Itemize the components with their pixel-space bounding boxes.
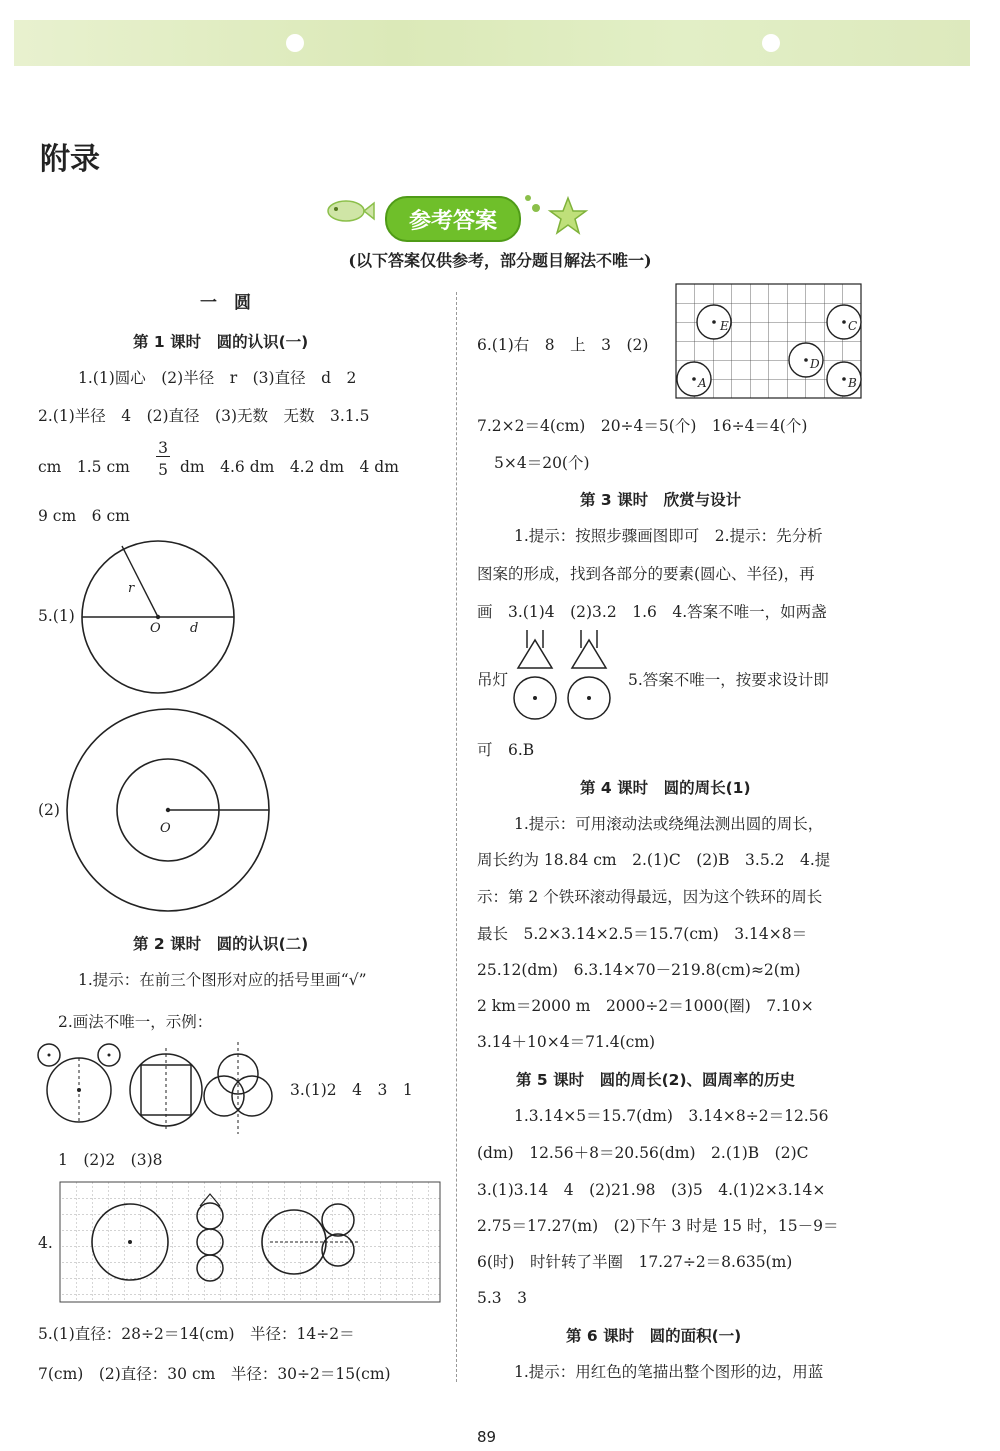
answer-line: 图案的形成，找到各部分的要素(圆心、半径)，再 [477, 565, 815, 583]
answer-line: 3.(1)3.14 4 (2)21.98 (3)5 4.(1)2×3.14× [477, 1181, 826, 1199]
question-label: (2) [38, 801, 60, 819]
answer-line: 5.答案不唯一，按要求设计即 [628, 671, 829, 689]
answer-line: 2 km＝2000 m 2000÷2＝1000(圈) 7.10× [477, 997, 814, 1015]
answer-line: 2.画法不唯一，示例： [58, 1013, 213, 1031]
answer-line: 2.(1)半径 4 (2)直径 (3)无数 无数 3.1.5 [38, 407, 370, 425]
answer-line: cm 1.5 cm [38, 458, 130, 476]
label-o: O [160, 821, 171, 836]
point-label: A [698, 376, 707, 390]
answer-line: 示：第 2 个铁环滚动得最远，因为这个铁环的周长 [477, 888, 823, 906]
grid-circle-figure [60, 1182, 442, 1304]
answer-line: 6(时) 时针转了半圈 17.27÷2＝8.635(m) [477, 1253, 793, 1271]
banner-dot [762, 34, 780, 52]
lesson-title: 第 1 课时 圆的认识(一) [133, 333, 309, 351]
answer-line: 7(cm) (2)直径：30 cm 半径：30÷2＝15(cm) [38, 1365, 391, 1383]
appendix-title: 附录 [40, 142, 100, 177]
answer-line: 吊灯 [477, 671, 509, 689]
answer-line: 1 (2)2 (3)8 [58, 1151, 163, 1169]
answer-line: 周长约为 18.84 cm 2.(1)C (2)B 3.5.2 4.提 [477, 851, 831, 869]
grid-points-figure [676, 284, 862, 400]
fraction-denominator: 5 [158, 461, 168, 479]
answer-line: 6.(1)右 8 上 3 (2) [477, 336, 649, 354]
answer-line: dm 4.6 dm 4.2 dm 4 dm [180, 458, 399, 476]
concentric-circles-figure [66, 708, 272, 914]
answer-line: 3.14＋10×4＝71.4(cm) [477, 1033, 656, 1051]
question-label: 4. [38, 1234, 53, 1252]
answer-line: 1.3.14×5＝15.7(dm) 3.14×8÷2＝12.56 [514, 1107, 829, 1125]
point-label: E [720, 319, 729, 333]
answer-line: 3.(1)2 4 3 1 [290, 1081, 413, 1099]
banner-dot [286, 34, 304, 52]
answer-line: 1.(1)圆心 (2)半径 r (3)直径 d 2 [78, 369, 357, 387]
pendant-lamps-figure [510, 628, 614, 722]
answers-badge: 参考答案 [385, 196, 521, 242]
answer-line: 1.提示：按照步骤画图即可 2.提示：先分析 [514, 527, 823, 545]
lesson-title: 第 6 课时 圆的面积(一) [566, 1327, 742, 1345]
answer-line: 25.12(dm) 6.3.14×70－219.8(cm)≈2(m) [477, 961, 801, 979]
answer-line: 5.3 3 [477, 1289, 528, 1307]
answer-line: 可 6.B [477, 741, 535, 759]
point-label: D [810, 357, 820, 371]
answer-line: 1.提示：可用滚动法或绕绳法测出圆的周长， [514, 815, 824, 833]
lesson-title: 第 2 课时 圆的认识(二) [133, 935, 309, 953]
answer-note: (以下答案仅供参考，部分题目解法不唯一) [348, 251, 652, 270]
lesson-title: 第 5 课时 圆的周长(2)、圆周率的历史 [516, 1071, 796, 1089]
answer-line: 最长 5.2×3.14×2.5＝15.7(cm) 3.14×8＝ [477, 925, 808, 943]
answer-line: 9 cm 6 cm [38, 507, 130, 525]
answer-line: 5.(1)直径：28÷2＝14(cm) 半径：14÷2＝ [38, 1325, 355, 1343]
star-icon [548, 196, 588, 236]
answer-line: 7.2×2＝4(cm) 20÷4＝5(个) 16÷4＝4(个) [477, 417, 808, 435]
top-banner [14, 20, 970, 66]
label-o: O [150, 621, 161, 636]
circle-radius-diameter-figure [80, 540, 240, 700]
lesson-title: 第 4 课时 圆的周长(1) [580, 779, 751, 797]
answer-line: 2.75＝17.27(m) (2)下午 3 时是 15 时，15－9＝ [477, 1217, 839, 1235]
fraction-numerator: 3 [156, 440, 170, 457]
point-label: B [848, 376, 857, 390]
question-label: 5.(1) [38, 607, 75, 625]
section-title: 一 圆 [200, 293, 251, 313]
column-divider [456, 292, 457, 1382]
answer-line: (dm) 12.56＋8＝20.56(dm) 2.(1)B (2)C [477, 1144, 809, 1162]
point-label: C [848, 319, 858, 333]
lesson-title: 第 3 课时 欣赏与设计 [580, 491, 742, 509]
fish-icon [316, 196, 376, 226]
circle-designs-figure [36, 1040, 276, 1136]
bubbles-icon [522, 192, 546, 216]
answer-line: 1.提示：用红色的笔描出整个图形的边，用蓝 [514, 1363, 824, 1381]
label-d: d [190, 621, 199, 636]
answer-line: 5×4＝20(个) [494, 454, 590, 472]
answer-line: 画 3.(1)4 (2)3.2 1.6 4.答案不唯一，如两盏 [477, 603, 827, 621]
answer-line: 1.提示：在前三个图形对应的括号里画“√” [78, 971, 367, 989]
page-number: 89 [477, 1428, 497, 1446]
label-r: r [128, 581, 135, 596]
